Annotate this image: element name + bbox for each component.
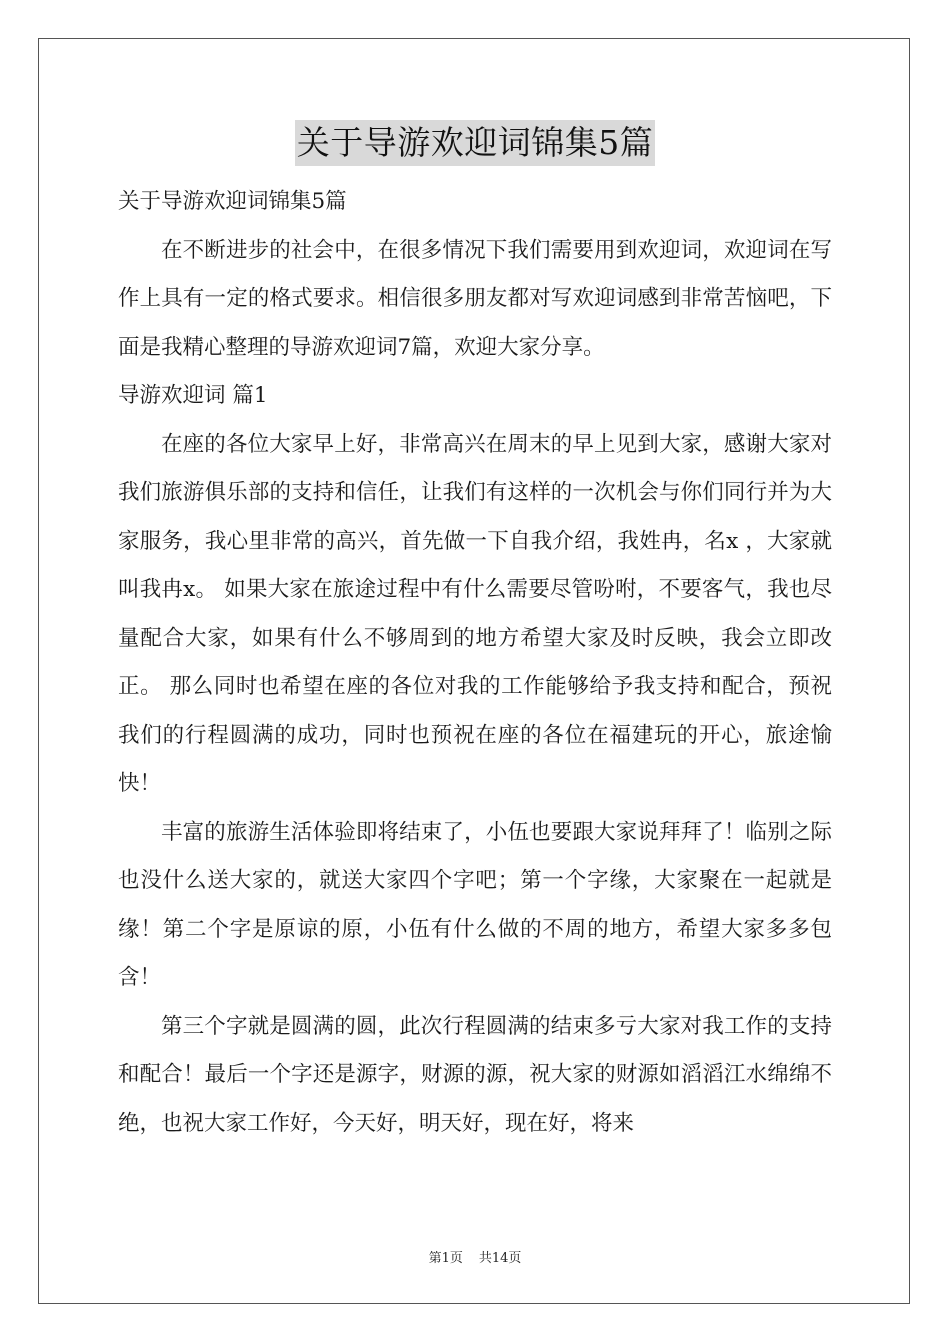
document-subtitle: 关于导游欢迎词锦集5篇 — [118, 189, 347, 214]
section-heading: 导游欢迎词 篇1 — [118, 383, 268, 408]
paragraph-farewell-1: 丰富的旅游生活体验即将结束了，小伍也要跟大家说拜拜了！临别之际也没什么送大家的，就送大家四个字吧；第一个字缘，大家聚在一起就是缘！第二个字是原谅的原，小伍有什么做的不周的地方，希望大家多多包含！ — [118, 819, 832, 990]
page-total: 共14页 — [478, 1251, 522, 1266]
document-body — [118, 178, 832, 1148]
page-number: 第1页 — [428, 1251, 463, 1266]
paragraph-welcome: 在座的各位大家早上好，非常高兴在周末的早上见到大家，感谢大家对我们旅游俱乐部的支持和信任，让我们有这样的一次机会与你们同行并为大家服务，我心里非常的高兴，首先做一下自我介绍，我姓冉，名x ，大家就叫我冉x。 如果大家在旅途过程中有什么需要尽管吩咐，不要客气，我也尽量配合大家，如果有什么不够周到的地方希望大家及时反映，我会立即改正。 那么同时也希望在座的各位对我的工作能够给予我支持和配合，预祝我们的行程圆满的成功，同时也预祝在座的各位在福建玩的开心，旅途愉快！ — [118, 431, 832, 796]
page-footer — [0, 1247, 950, 1266]
paragraph-intro: 在不断进步的社会中，在很多情况下我们需要用到欢迎词，欢迎词在写作上具有一定的格式要求。相信很多朋友都对写欢迎词感到非常苦恼吧，下面是我精心整理的导游欢迎词7篇，欢迎大家分享。 — [118, 237, 832, 360]
paragraph-farewell-2: 第三个字就是圆满的圆，此次行程圆满的结束多亏大家对我工作的支持和配合！最后一个字还是源字，财源的源，祝大家的财源如滔滔江水绵绵不绝，也祝大家工作好，今天好，明天好，现在好，将来 — [118, 1013, 832, 1136]
title-area — [0, 120, 950, 166]
document-title: 关于导游欢迎词锦集5篇 — [295, 120, 656, 166]
